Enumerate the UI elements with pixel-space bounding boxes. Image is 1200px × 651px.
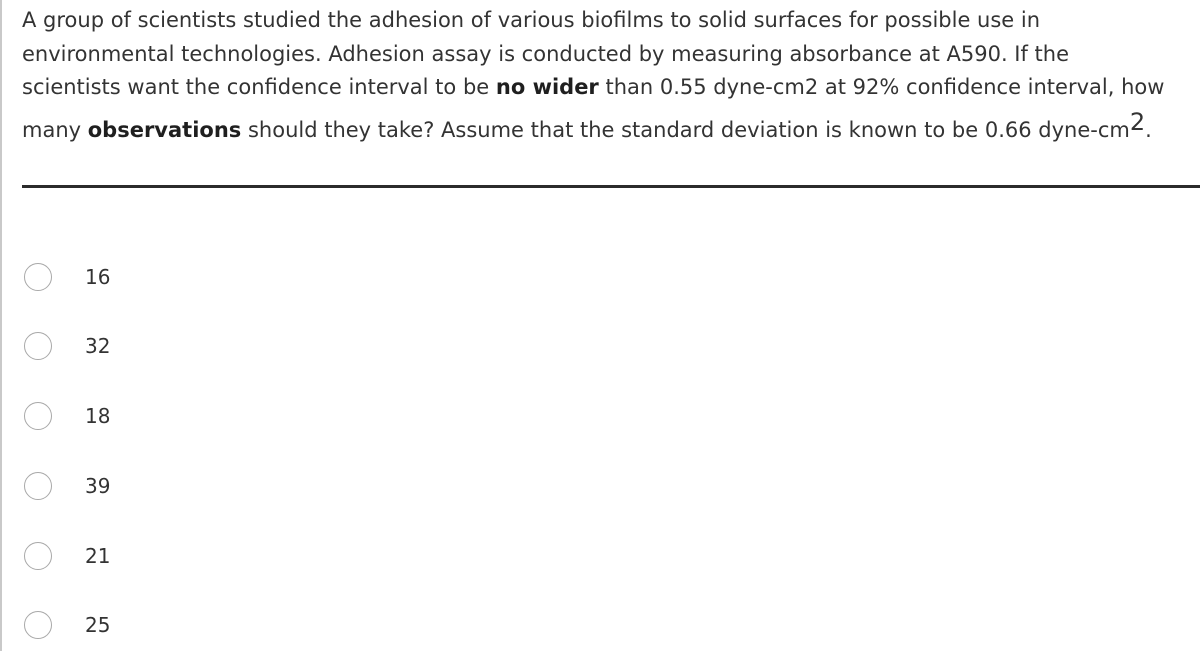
emphasis-observations: observations (87, 117, 242, 142)
radio-button[interactable] (24, 611, 52, 639)
question-text (22, 4, 1184, 147)
answer-label: 21 (85, 544, 111, 568)
radio-button[interactable] (24, 402, 52, 430)
answer-option[interactable] (24, 466, 324, 506)
emphasis-no-wider: no wider (495, 75, 599, 99)
superscript-2: 2 (1129, 107, 1146, 136)
radio-button[interactable] (24, 472, 52, 500)
answer-option[interactable] (24, 605, 324, 645)
answer-option[interactable] (24, 396, 324, 436)
question-line-1: A group of scientists studied the adhesion of various biofilms to solid surfaces for possible use in (22, 8, 1041, 32)
radio-button[interactable] (24, 332, 52, 360)
left-border (0, 0, 2, 651)
question-line-4-text: many (22, 117, 88, 142)
question-line-4 (22, 107, 1184, 148)
answer-label: 25 (85, 613, 111, 637)
answer-label: 39 (85, 474, 111, 498)
answer-option[interactable] (24, 536, 324, 576)
question-line-3-rest: than 0.55 dyne-cm2 at 92% confidence interval, how (598, 75, 1165, 99)
radio-button[interactable] (24, 542, 52, 570)
question-divider (22, 185, 1200, 188)
question-line-4-end: . (1145, 117, 1152, 142)
answer-label: 16 (85, 265, 111, 289)
question-line-2: environmental technologies. Adhesion assay is conducted by measuring absorbance at A590. If the (22, 41, 1070, 66)
question-line-4-rest: should they take? Assume that the standard deviation is known to be 0.66 dyne-cm (241, 117, 1130, 142)
question-line-3 (22, 71, 1184, 105)
answer-label: 18 (85, 404, 111, 428)
answer-option[interactable] (24, 257, 324, 297)
radio-button[interactable] (24, 263, 52, 291)
answer-option[interactable] (24, 326, 324, 366)
question-line-3-text: scientists want the confidence interval to be (22, 75, 496, 99)
answer-label: 32 (85, 334, 111, 358)
